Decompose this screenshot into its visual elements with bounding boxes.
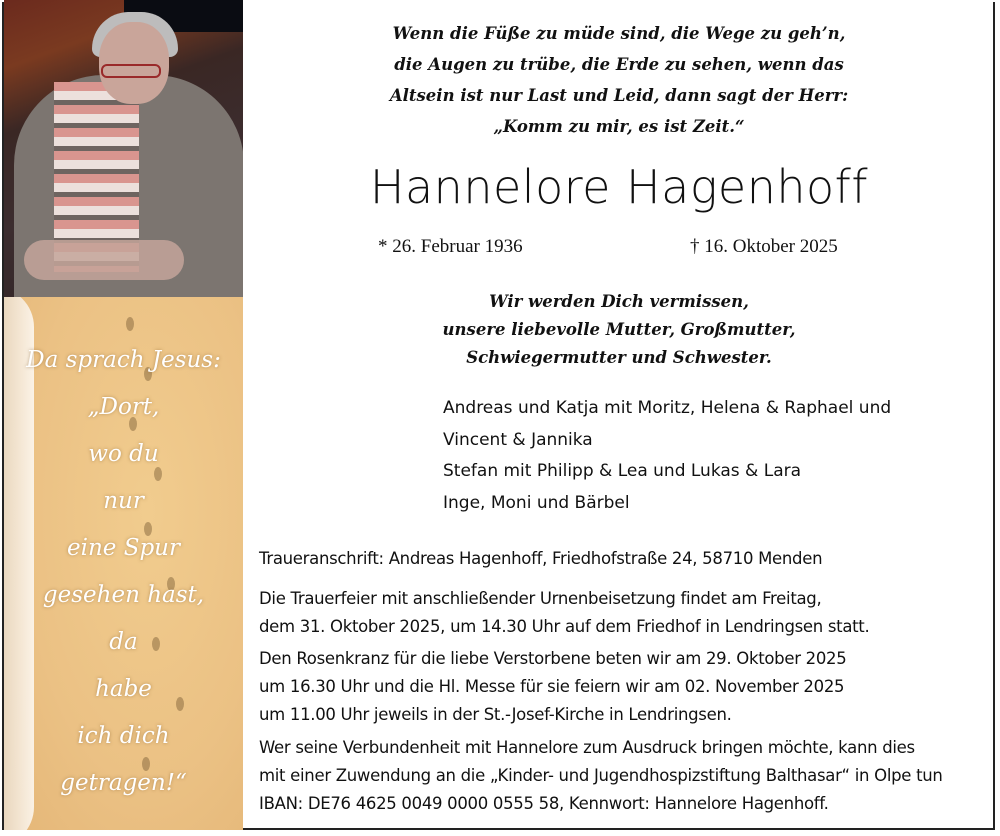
farewell-line: Schwiegermutter und Schwester.: [466, 348, 772, 367]
poem-line: Wenn die Füße zu müde sind, die Wege zu geh’n,: [392, 24, 846, 43]
farewell-line: unsere liebevolle Mutter, Großmutter,: [442, 320, 796, 339]
mourning-address: Traueranschrift: Andreas Hagenhoff, Friedhofstraße 24, 58710 Menden: [259, 549, 823, 568]
poem-line: die Augen zu trübe, die Erde zu sehen, wenn das: [394, 55, 844, 74]
verse-line: ich dich: [77, 723, 170, 749]
verse-line: da: [109, 629, 138, 655]
verse-line: eine Spur: [67, 535, 180, 561]
farewell-line: Wir werden Dich vermissen,: [489, 292, 749, 311]
donation-line: IBAN: DE76 4625 0049 0000 0555 58, Kennwort: Hannelore Hagenhoff.: [259, 794, 829, 813]
verse-line: habe: [95, 676, 152, 702]
left-panel: [4, 0, 243, 830]
poem-line: „Komm zu mir, es ist Zeit.“: [493, 117, 745, 136]
funeral-info: [259, 585, 869, 641]
verse-line: „Dort,: [87, 394, 160, 420]
donation-line: mit einer Zuwendung an die „Kinder- und Jugendhospizstiftung Balthasar“ in Olpe tun: [259, 766, 943, 785]
mourner-line: Andreas und Katja mit Moritz, Helena & Raphael und: [443, 398, 892, 418]
notice-text: [243, 0, 995, 830]
deceased-name: Hannelore Hagenhoff: [369, 160, 869, 214]
verse-line: nur: [103, 488, 144, 514]
verse-line: Da sprach Jesus:: [26, 347, 221, 373]
rosary-mass-info: [259, 645, 846, 729]
mourner-line: Stefan mit Philipp & Lea und Lukas & Lara: [443, 461, 802, 481]
rosary-line: um 16.30 Uhr und die Hl. Messe für sie feiern wir am 02. November 2025: [259, 677, 845, 696]
donation-line: Wer seine Verbundenheit mit Hannelore zum Ausdruck bringen möchte, kann dies: [259, 738, 915, 757]
portrait-photo: [4, 0, 243, 297]
verse-line: getragen!“: [60, 770, 187, 796]
mourners-list: [443, 393, 891, 519]
farewell-message: [243, 288, 995, 372]
rosary-line: Den Rosenkranz für die liebe Verstorbene beten wir am 29. Oktober 2025: [259, 649, 847, 668]
poem-line: Altsein ist nur Last und Leid, dann sagt der Herr:: [389, 86, 849, 105]
funeral-line: Die Trauerfeier mit anschließender Urnenbeisetzung findet am Freitag,: [259, 589, 822, 608]
donation-info: [259, 734, 943, 818]
mourner-line: Vincent & Jannika: [443, 429, 593, 450]
rosary-line: um 11.00 Uhr jeweils in der St.-Josef-Kirche in Lendringsen.: [259, 705, 732, 724]
beach-footprints-image: [4, 297, 243, 830]
death-date: † 16. Oktober 2025: [690, 236, 838, 257]
opening-poem: [243, 18, 995, 142]
verse-line: gesehen hast,: [42, 582, 205, 608]
verse-line: wo du: [88, 441, 159, 467]
mourner-line: Inge, Moni und Bärbel: [443, 492, 630, 513]
jesus-verse: [4, 337, 243, 807]
funeral-line: dem 31. Oktober 2025, um 14.30 Uhr auf dem Friedhof in Lendringsen statt.: [259, 617, 870, 636]
birth-date: * 26. Februar 1936: [378, 236, 523, 257]
